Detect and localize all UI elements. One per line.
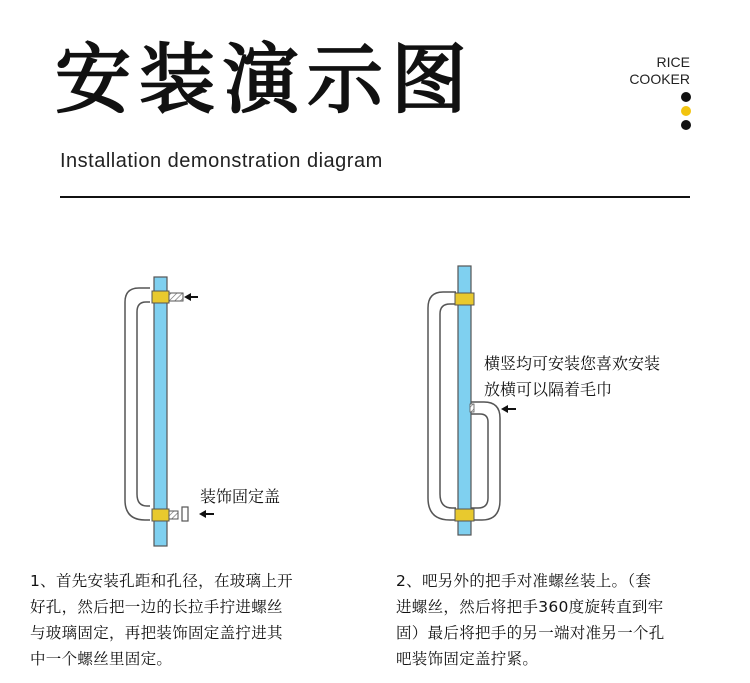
right-callout-line-1: 横竖均可安装您喜欢安装 bbox=[484, 354, 661, 373]
page-title: 安装演示图 bbox=[55, 35, 475, 124]
step-2-line-2: 进螺丝，然后将把手360度旋转直到牢 bbox=[396, 598, 664, 616]
step-1-line-3: 与玻璃固定，再把装饰固定盖拧进其 bbox=[30, 624, 283, 642]
step-1-line-2: 好孔，然后把一边的长拉手拧进螺丝 bbox=[30, 598, 283, 616]
left-bottom-arrowhead bbox=[199, 510, 206, 518]
left-decor-cap bbox=[182, 507, 188, 521]
step-2-text bbox=[396, 568, 706, 672]
step-1-line-4: 中一个螺丝里固定。 bbox=[30, 650, 173, 668]
step-1-text bbox=[30, 568, 330, 672]
left-bottom-screw-thread bbox=[169, 511, 178, 519]
brand-line-1: RICE bbox=[656, 54, 690, 70]
left-top-screw-thread bbox=[169, 293, 183, 301]
right-middle-screw bbox=[470, 404, 474, 412]
step-2-line-1: 2、吧另外的把手对准螺丝装上。（套 bbox=[396, 572, 652, 590]
step-2-line-4: 吧装饰固定盖拧紧。 bbox=[396, 650, 539, 668]
step-2-line-3: 固）最后将把手的另一端对准另一个孔 bbox=[396, 624, 665, 642]
left-bottom-standoff bbox=[152, 509, 169, 521]
right-short-handle-outline bbox=[471, 402, 500, 520]
right-bottom-standoff bbox=[455, 509, 474, 521]
right-callout-label bbox=[484, 351, 660, 403]
right-glass-pane bbox=[458, 266, 471, 535]
right-short-handle-inner bbox=[471, 414, 488, 508]
right-arrowhead bbox=[501, 405, 508, 413]
right-top-standoff bbox=[455, 293, 474, 305]
step-1-line-1: 1、首先安装孔距和孔径，在玻璃上开 bbox=[30, 572, 293, 590]
right-callout-line-2: 放横可以隔着毛巾 bbox=[484, 380, 613, 399]
right-long-handle-outline bbox=[428, 292, 456, 520]
right-long-handle-inner bbox=[440, 304, 456, 508]
left-glass-pane bbox=[154, 277, 167, 546]
left-top-arrowhead bbox=[184, 293, 191, 301]
left-top-standoff bbox=[152, 291, 169, 303]
page-subtitle: Installation demonstration diagram bbox=[60, 150, 383, 172]
left-handle-inner bbox=[137, 302, 150, 506]
left-callout-label: 装饰固定盖 bbox=[200, 487, 281, 506]
brand-line-2: COOKER bbox=[629, 71, 690, 87]
